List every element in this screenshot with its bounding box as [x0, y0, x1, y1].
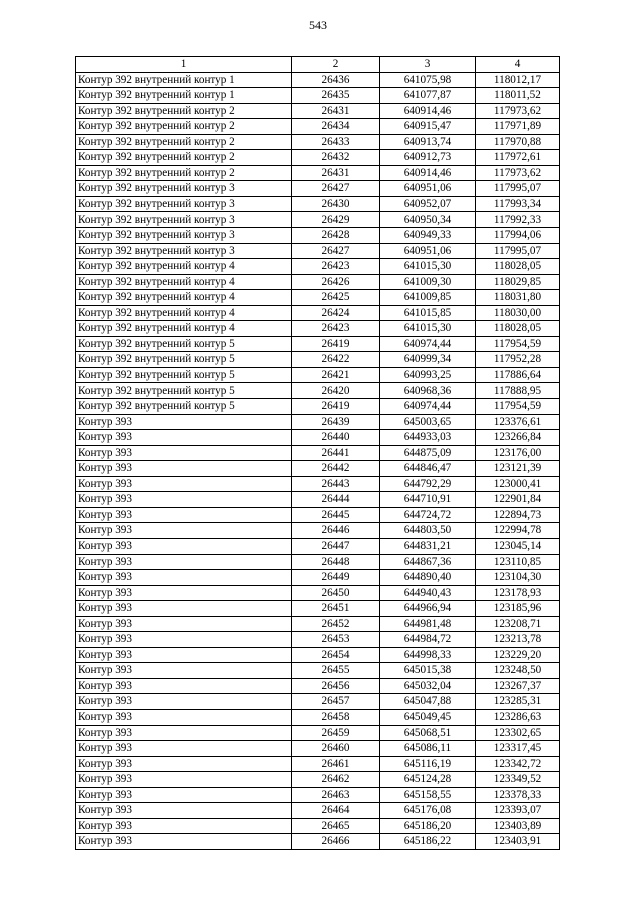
table-row	[76, 678, 560, 694]
x-coordinate-cell: 640974,44	[380, 336, 476, 352]
contour-name-cell: Контур 393	[76, 430, 292, 446]
x-coordinate-cell: 645003,65	[380, 414, 476, 430]
table-body	[76, 72, 560, 849]
y-coordinate-cell: 117952,28	[476, 352, 560, 368]
contour-name-cell: Контур 393	[76, 709, 292, 725]
x-coordinate-cell: 641015,30	[380, 259, 476, 275]
table-row	[76, 570, 560, 586]
contour-name-cell: Контур 393	[76, 663, 292, 679]
table-row	[76, 834, 560, 850]
point-number-cell: 26421	[292, 367, 380, 383]
x-coordinate-cell: 644890,40	[380, 570, 476, 586]
point-number-cell: 26439	[292, 414, 380, 430]
table-row	[76, 461, 560, 477]
y-coordinate-cell: 123378,33	[476, 787, 560, 803]
y-coordinate-cell: 117886,64	[476, 367, 560, 383]
point-number-cell: 26461	[292, 756, 380, 772]
point-number-cell: 26443	[292, 476, 380, 492]
contour-name-cell: Контур 393	[76, 694, 292, 710]
column-header-4: 4	[476, 57, 560, 73]
table-row	[76, 741, 560, 757]
point-number-cell: 26427	[292, 181, 380, 197]
point-number-cell: 26423	[292, 259, 380, 275]
x-coordinate-cell: 640913,74	[380, 134, 476, 150]
x-coordinate-cell: 645176,08	[380, 803, 476, 819]
contour-name-cell: Контур 393	[76, 772, 292, 788]
table-row	[76, 321, 560, 337]
x-coordinate-cell: 644940,43	[380, 585, 476, 601]
table-row	[76, 336, 560, 352]
point-number-cell: 26466	[292, 834, 380, 850]
contour-name-cell: Контур 393	[76, 507, 292, 523]
contour-name-cell: Контур 393	[76, 476, 292, 492]
x-coordinate-cell: 645068,51	[380, 725, 476, 741]
point-number-cell: 26457	[292, 694, 380, 710]
table-row	[76, 212, 560, 228]
table-row	[76, 399, 560, 415]
y-coordinate-cell: 123342,72	[476, 756, 560, 772]
x-coordinate-cell: 644803,50	[380, 523, 476, 539]
y-coordinate-cell: 123403,91	[476, 834, 560, 850]
y-coordinate-cell: 123178,93	[476, 585, 560, 601]
contour-name-cell: Контур 393	[76, 616, 292, 632]
y-coordinate-cell: 123376,61	[476, 414, 560, 430]
table-row	[76, 632, 560, 648]
point-number-cell: 26426	[292, 274, 380, 290]
point-number-cell: 26436	[292, 72, 380, 88]
point-number-cell: 26441	[292, 445, 380, 461]
x-coordinate-cell: 645124,28	[380, 772, 476, 788]
point-number-cell: 26427	[292, 243, 380, 259]
x-coordinate-cell: 640974,44	[380, 399, 476, 415]
x-coordinate-cell: 645047,88	[380, 694, 476, 710]
contour-name-cell: Контур 392 внутренний контур 2	[76, 165, 292, 181]
x-coordinate-cell: 645116,19	[380, 756, 476, 772]
point-number-cell: 26435	[292, 88, 380, 104]
x-coordinate-cell: 644724,72	[380, 507, 476, 523]
x-coordinate-cell: 640915,47	[380, 119, 476, 135]
table-row	[76, 476, 560, 492]
y-coordinate-cell: 117954,59	[476, 336, 560, 352]
point-number-cell: 26456	[292, 678, 380, 694]
y-coordinate-cell: 117972,61	[476, 150, 560, 166]
table-row	[76, 103, 560, 119]
y-coordinate-cell: 118031,80	[476, 290, 560, 306]
y-coordinate-cell: 117995,07	[476, 243, 560, 259]
contour-name-cell: Контур 393	[76, 445, 292, 461]
x-coordinate-cell: 644792,29	[380, 476, 476, 492]
y-coordinate-cell: 122901,84	[476, 492, 560, 508]
point-number-cell: 26460	[292, 741, 380, 757]
table-row	[76, 507, 560, 523]
point-number-cell: 26448	[292, 554, 380, 570]
table-row	[76, 523, 560, 539]
x-coordinate-cell: 644867,36	[380, 554, 476, 570]
y-coordinate-cell: 123267,37	[476, 678, 560, 694]
y-coordinate-cell: 123000,41	[476, 476, 560, 492]
table-row	[76, 243, 560, 259]
x-coordinate-cell: 640952,07	[380, 196, 476, 212]
y-coordinate-cell: 123349,52	[476, 772, 560, 788]
table-row	[76, 165, 560, 181]
table-row	[76, 756, 560, 772]
y-coordinate-cell: 117970,88	[476, 134, 560, 150]
point-number-cell: 26445	[292, 507, 380, 523]
y-coordinate-cell: 123045,14	[476, 538, 560, 554]
contour-name-cell: Контур 393	[76, 632, 292, 648]
contour-name-cell: Контур 393	[76, 585, 292, 601]
x-coordinate-cell: 640914,46	[380, 165, 476, 181]
column-header-2: 2	[292, 57, 380, 73]
contour-name-cell: Контур 393	[76, 834, 292, 850]
page-number: 543	[309, 18, 327, 32]
x-coordinate-cell: 644981,48	[380, 616, 476, 632]
x-coordinate-cell: 641009,30	[380, 274, 476, 290]
contour-name-cell: Контур 392 внутренний контур 2	[76, 150, 292, 166]
contour-name-cell: Контур 393	[76, 803, 292, 819]
contour-name-cell: Контур 392 внутренний контур 5	[76, 352, 292, 368]
x-coordinate-cell: 645158,55	[380, 787, 476, 803]
contour-name-cell: Контур 392 внутренний контур 5	[76, 399, 292, 415]
x-coordinate-cell: 640951,06	[380, 243, 476, 259]
point-number-cell: 26452	[292, 616, 380, 632]
point-number-cell: 26440	[292, 430, 380, 446]
x-coordinate-cell: 645186,20	[380, 818, 476, 834]
y-coordinate-cell: 123302,65	[476, 725, 560, 741]
table-row	[76, 663, 560, 679]
table-row	[76, 725, 560, 741]
point-number-cell: 26446	[292, 523, 380, 539]
table-row	[76, 694, 560, 710]
point-number-cell: 26449	[292, 570, 380, 586]
table-row	[76, 228, 560, 244]
contour-name-cell: Контур 392 внутренний контур 5	[76, 383, 292, 399]
contour-name-cell: Контур 393	[76, 725, 292, 741]
y-coordinate-cell: 123317,45	[476, 741, 560, 757]
table-row	[76, 709, 560, 725]
contour-name-cell: Контур 392 внутренний контур 4	[76, 274, 292, 290]
contour-name-cell: Контур 392 внутренний контур 3	[76, 196, 292, 212]
x-coordinate-cell: 641077,87	[380, 88, 476, 104]
point-number-cell: 26447	[292, 538, 380, 554]
point-number-cell: 26450	[292, 585, 380, 601]
table-row	[76, 352, 560, 368]
x-coordinate-cell: 644966,94	[380, 601, 476, 617]
contour-name-cell: Контур 393	[76, 414, 292, 430]
point-number-cell: 26453	[292, 632, 380, 648]
x-coordinate-cell: 640968,36	[380, 383, 476, 399]
x-coordinate-cell: 640912,73	[380, 150, 476, 166]
contour-name-cell: Контур 392 внутренний контур 4	[76, 305, 292, 321]
y-coordinate-cell: 118028,05	[476, 321, 560, 337]
point-number-cell: 26434	[292, 119, 380, 135]
point-number-cell: 26431	[292, 165, 380, 181]
x-coordinate-cell: 645086,11	[380, 741, 476, 757]
table-row	[76, 259, 560, 275]
point-number-cell: 26451	[292, 601, 380, 617]
contour-name-cell: Контур 393	[76, 554, 292, 570]
y-coordinate-cell: 123213,78	[476, 632, 560, 648]
point-number-cell: 26462	[292, 772, 380, 788]
contour-name-cell: Контур 392 внутренний контур 5	[76, 367, 292, 383]
coordinates-table	[75, 56, 560, 850]
x-coordinate-cell: 641075,98	[380, 72, 476, 88]
y-coordinate-cell: 117993,34	[476, 196, 560, 212]
point-number-cell: 26420	[292, 383, 380, 399]
x-coordinate-cell: 644984,72	[380, 632, 476, 648]
contour-name-cell: Контур 393	[76, 570, 292, 586]
table-row	[76, 290, 560, 306]
y-coordinate-cell: 122994,78	[476, 523, 560, 539]
y-coordinate-cell: 122894,73	[476, 507, 560, 523]
x-coordinate-cell: 645186,22	[380, 834, 476, 850]
contour-name-cell: Контур 393	[76, 492, 292, 508]
y-coordinate-cell: 123121,39	[476, 461, 560, 477]
x-coordinate-cell: 645049,45	[380, 709, 476, 725]
contour-name-cell: Контур 393	[76, 741, 292, 757]
y-coordinate-cell: 117973,62	[476, 103, 560, 119]
x-coordinate-cell: 640993,25	[380, 367, 476, 383]
table-row	[76, 150, 560, 166]
contour-name-cell: Контур 393	[76, 647, 292, 663]
point-number-cell: 26455	[292, 663, 380, 679]
point-number-cell: 26428	[292, 228, 380, 244]
x-coordinate-cell: 640950,34	[380, 212, 476, 228]
y-coordinate-cell: 123208,71	[476, 616, 560, 632]
table-row	[76, 616, 560, 632]
table-row	[76, 601, 560, 617]
contour-name-cell: Контур 392 внутренний контур 2	[76, 103, 292, 119]
y-coordinate-cell: 123393,07	[476, 803, 560, 819]
y-coordinate-cell: 123185,96	[476, 601, 560, 617]
point-number-cell: 26422	[292, 352, 380, 368]
table-row	[76, 305, 560, 321]
contour-name-cell: Контур 392 внутренний контур 1	[76, 72, 292, 88]
table-row	[76, 803, 560, 819]
y-coordinate-cell: 118011,52	[476, 88, 560, 104]
contour-name-cell: Контур 393	[76, 678, 292, 694]
table-row	[76, 196, 560, 212]
table-row	[76, 492, 560, 508]
column-header-3: 3	[380, 57, 476, 73]
contour-name-cell: Контур 393	[76, 538, 292, 554]
y-coordinate-cell: 123229,20	[476, 647, 560, 663]
x-coordinate-cell: 645015,38	[380, 663, 476, 679]
table-row	[76, 274, 560, 290]
point-number-cell: 26444	[292, 492, 380, 508]
x-coordinate-cell: 644998,33	[380, 647, 476, 663]
y-coordinate-cell: 123110,85	[476, 554, 560, 570]
contour-name-cell: Контур 393	[76, 461, 292, 477]
contour-name-cell: Контур 392 внутренний контур 4	[76, 321, 292, 337]
point-number-cell: 26423	[292, 321, 380, 337]
y-coordinate-cell: 118030,00	[476, 305, 560, 321]
y-coordinate-cell: 117954,59	[476, 399, 560, 415]
table-row	[76, 445, 560, 461]
contour-name-cell: Контур 393	[76, 787, 292, 803]
table-row	[76, 772, 560, 788]
contour-name-cell: Контур 393	[76, 756, 292, 772]
table-row	[76, 119, 560, 135]
table-row	[76, 585, 560, 601]
table-row	[76, 430, 560, 446]
x-coordinate-cell: 645032,04	[380, 678, 476, 694]
y-coordinate-cell: 123286,63	[476, 709, 560, 725]
y-coordinate-cell: 117994,06	[476, 228, 560, 244]
point-number-cell: 26430	[292, 196, 380, 212]
table-row	[76, 647, 560, 663]
x-coordinate-cell: 640951,06	[380, 181, 476, 197]
point-number-cell: 26432	[292, 150, 380, 166]
x-coordinate-cell: 640999,34	[380, 352, 476, 368]
table-row	[76, 538, 560, 554]
table-row	[76, 134, 560, 150]
x-coordinate-cell: 644933,03	[380, 430, 476, 446]
contour-name-cell: Контур 392 внутренний контур 5	[76, 336, 292, 352]
x-coordinate-cell: 641015,85	[380, 305, 476, 321]
x-coordinate-cell: 644875,09	[380, 445, 476, 461]
table-row	[76, 72, 560, 88]
contour-name-cell: Контур 392 внутренний контур 2	[76, 134, 292, 150]
table-row	[76, 414, 560, 430]
point-number-cell: 26433	[292, 134, 380, 150]
table-row	[76, 88, 560, 104]
y-coordinate-cell: 117992,33	[476, 212, 560, 228]
y-coordinate-cell: 123248,50	[476, 663, 560, 679]
y-coordinate-cell: 123176,00	[476, 445, 560, 461]
x-coordinate-cell: 640949,33	[380, 228, 476, 244]
point-number-cell: 26454	[292, 647, 380, 663]
table-row	[76, 181, 560, 197]
x-coordinate-cell: 644710,91	[380, 492, 476, 508]
y-coordinate-cell: 118029,85	[476, 274, 560, 290]
x-coordinate-cell: 641015,30	[380, 321, 476, 337]
x-coordinate-cell: 644831,21	[380, 538, 476, 554]
table-row	[76, 367, 560, 383]
contour-name-cell: Контур 392 внутренний контур 4	[76, 259, 292, 275]
x-coordinate-cell: 644846,47	[380, 461, 476, 477]
x-coordinate-cell: 641009,85	[380, 290, 476, 306]
y-coordinate-cell: 123285,31	[476, 694, 560, 710]
contour-name-cell: Контур 392 внутренний контур 1	[76, 88, 292, 104]
y-coordinate-cell: 123266,84	[476, 430, 560, 446]
y-coordinate-cell: 117971,89	[476, 119, 560, 135]
table-row	[76, 787, 560, 803]
contour-name-cell: Контур 392 внутренний контур 4	[76, 290, 292, 306]
y-coordinate-cell: 117888,95	[476, 383, 560, 399]
y-coordinate-cell: 123104,30	[476, 570, 560, 586]
contour-name-cell: Контур 393	[76, 523, 292, 539]
x-coordinate-cell: 640914,46	[380, 103, 476, 119]
y-coordinate-cell: 117995,07	[476, 181, 560, 197]
point-number-cell: 26458	[292, 709, 380, 725]
y-coordinate-cell: 117973,62	[476, 165, 560, 181]
point-number-cell: 26419	[292, 336, 380, 352]
table-row	[76, 383, 560, 399]
point-number-cell: 26465	[292, 818, 380, 834]
point-number-cell: 26424	[292, 305, 380, 321]
point-number-cell: 26429	[292, 212, 380, 228]
contour-name-cell: Контур 393	[76, 818, 292, 834]
point-number-cell: 26459	[292, 725, 380, 741]
point-number-cell: 26431	[292, 103, 380, 119]
y-coordinate-cell: 123403,89	[476, 818, 560, 834]
y-coordinate-cell: 118028,05	[476, 259, 560, 275]
y-coordinate-cell: 118012,17	[476, 72, 560, 88]
contour-name-cell: Контур 393	[76, 601, 292, 617]
table-row	[76, 554, 560, 570]
point-number-cell: 26464	[292, 803, 380, 819]
point-number-cell: 26463	[292, 787, 380, 803]
point-number-cell: 26442	[292, 461, 380, 477]
point-number-cell: 26419	[292, 399, 380, 415]
column-header-1: 1	[76, 57, 292, 73]
contour-name-cell: Контур 392 внутренний контур 2	[76, 119, 292, 135]
table-header-row	[76, 57, 560, 73]
point-number-cell: 26425	[292, 290, 380, 306]
contour-name-cell: Контур 392 внутренний контур 3	[76, 243, 292, 259]
contour-name-cell: Контур 392 внутренний контур 3	[76, 228, 292, 244]
table-row	[76, 818, 560, 834]
contour-name-cell: Контур 392 внутренний контур 3	[76, 181, 292, 197]
contour-name-cell: Контур 392 внутренний контур 3	[76, 212, 292, 228]
